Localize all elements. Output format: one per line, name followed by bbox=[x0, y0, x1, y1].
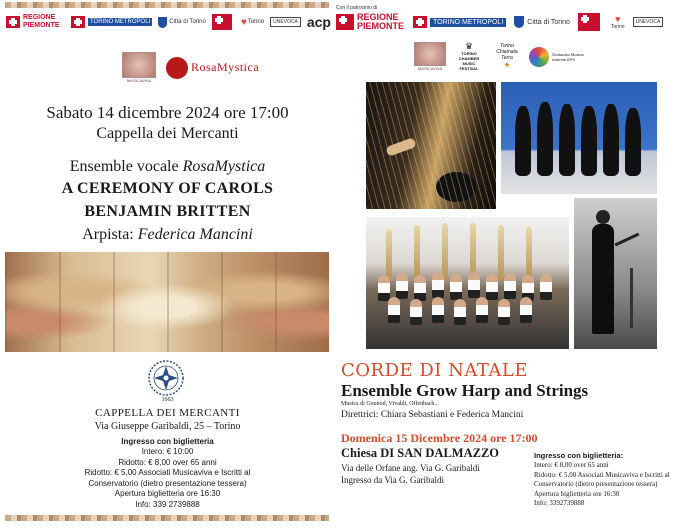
ticket-line: Apertura biglietteria ore 16:30 bbox=[534, 489, 620, 498]
left-sponsor-logos bbox=[122, 52, 259, 83]
torino-metropoli-logo: TORINO METROPOLI bbox=[71, 16, 152, 28]
church-address: Via delle Orfane ang. Via G. Garibaldi bbox=[341, 463, 480, 473]
acp-logo: acp bbox=[306, 14, 331, 30]
musicaviva-logo: MUSICAVIVA bbox=[122, 52, 156, 83]
ceiling-fresco-image bbox=[5, 252, 329, 352]
harp-choir-photo bbox=[366, 217, 569, 349]
regione-piemonte-logo: REGIONE PIEMONTE bbox=[336, 13, 405, 31]
ticket-line: Conservatorio (dietro presentazione tessera) bbox=[88, 478, 247, 488]
church-name: Chiesa DI SAN DALMAZZO bbox=[341, 446, 500, 460]
right-ticket-info bbox=[534, 461, 692, 509]
harpist-name: Federica Mancini bbox=[137, 226, 253, 243]
chamber-music-festival-logo: ♛ TORINO CHAMBER MUSIC FESTIVAL bbox=[458, 41, 480, 71]
ticket-line: Conservatorio (dietro presentazione tessera) bbox=[534, 480, 658, 488]
ticket-line: Ridotto: € 5,00 Associati Musicaviva e Iscritti al bbox=[534, 470, 670, 479]
ticket-line: Intero: € 8,00 over 65 anni bbox=[534, 461, 609, 469]
patronage-label: Con il patrocinio di bbox=[336, 5, 378, 11]
right-ensemble-name: Ensemble Grow Harp and Strings bbox=[341, 381, 589, 400]
right-sponsor-logos bbox=[414, 42, 596, 71]
venue-name: CAPPELLA DEI MERCANTI bbox=[95, 407, 240, 419]
torino-crest-logo bbox=[578, 13, 603, 31]
ticket-line: Intero: € 10:00 bbox=[141, 447, 194, 456]
regione-piemonte-logo: REGIONE PIEMONTE bbox=[6, 14, 65, 30]
right-date: Domenica 15 Dicembre 2024 ore 17:00 bbox=[341, 431, 538, 445]
musicaviva-logo: MUSICAVIVA bbox=[414, 42, 446, 71]
left-logo-bar bbox=[6, 14, 331, 30]
harpist-line bbox=[0, 226, 335, 244]
string-ensemble-photo bbox=[501, 82, 657, 194]
left-venue-line: Cappella dei Mercanti bbox=[96, 125, 239, 142]
musica-insieme-logo: Sindacato Musica Insieme APS bbox=[529, 47, 596, 67]
left-date: Sabato 14 dicembre 2024 ore 17:00 bbox=[46, 103, 289, 122]
composer-name: BENJAMIN BRITTEN bbox=[84, 203, 251, 220]
left-ticket-info bbox=[0, 447, 335, 510]
venue-address: Via Giuseppe Garibaldi, 25 – Torino bbox=[94, 421, 241, 432]
mercanti-emblem-icon bbox=[144, 358, 188, 402]
ticket-line: Ridotto: € 8,00 over 65 anni bbox=[118, 457, 217, 467]
directors-line: Direttrici: Chiara Sebastiani e Federica Mancini bbox=[341, 410, 524, 420]
torino-heart-logo: ♥ Torino bbox=[610, 13, 625, 30]
torino-chiamata-terra-logo: Torino Chiamata Terra ✦ bbox=[496, 43, 518, 70]
music-by-line: Musica di Gounod, Vivaldi, Offenbach... bbox=[341, 401, 439, 407]
ensemble-name: RosaMystica bbox=[182, 158, 266, 175]
left-poster bbox=[0, 0, 335, 527]
ticket-line: Apertura biglietteria ore 16:30 bbox=[114, 489, 221, 498]
ticket-line: Info: 339 2739888 bbox=[135, 499, 200, 509]
ensemble-prefix: Ensemble vocale bbox=[69, 158, 183, 175]
church-entrance: Ingresso da Via G. Garibaldi bbox=[341, 475, 445, 485]
emblem-year: 1663 bbox=[161, 397, 174, 403]
citta-di-torino-logo: Città di Torino bbox=[158, 17, 206, 28]
concert-title: A CEREMONY OF CAROLS bbox=[61, 180, 274, 197]
ticket-line: Ridotto: € 5,00 Associati Musicaviva e Iscritti al bbox=[84, 468, 251, 477]
torino-crest-logo bbox=[212, 14, 235, 30]
harpist-prefix: Arpista: bbox=[82, 226, 138, 243]
ensemble-line bbox=[0, 158, 335, 176]
torino-heart-logo: ♥ Torino bbox=[240, 16, 265, 28]
conductor-photo bbox=[574, 198, 657, 349]
right-logo-bar bbox=[336, 13, 663, 31]
unevoca-logo: UNEVOCA bbox=[633, 17, 664, 27]
citta-di-torino-logo: Città di Torino bbox=[514, 16, 570, 28]
right-ticket-title: Ingresso con biglietteria: bbox=[534, 451, 624, 460]
rosamystica-logo: RosaMystica bbox=[166, 57, 259, 79]
top-border-strip bbox=[5, 2, 329, 8]
torino-metropoli-logo: TORINO METROPOLI bbox=[413, 16, 506, 28]
unevoca-logo: UNEVOCA bbox=[270, 17, 301, 27]
left-ticket-title: Ingresso con biglietteria bbox=[121, 437, 214, 446]
harp-photo bbox=[366, 82, 496, 209]
bottom-border-strip bbox=[5, 515, 329, 521]
ticket-line: Info: 3392739888 bbox=[534, 499, 585, 507]
corde-di-natale-headline: CORDE DI NATALE bbox=[341, 360, 529, 381]
